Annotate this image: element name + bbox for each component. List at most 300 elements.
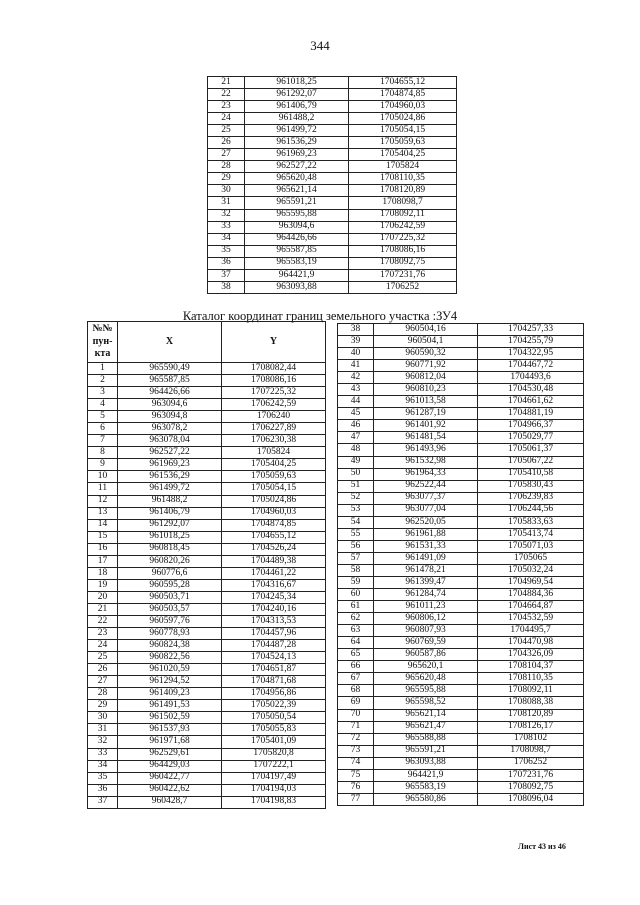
y-coordinate-cell: 1705054,15: [222, 483, 326, 495]
point-number-cell: 46: [338, 420, 374, 432]
table-row: [88, 399, 326, 411]
y-coordinate-cell: 1705024,86: [222, 495, 326, 507]
y-coordinate-cell: 1704956,86: [222, 688, 326, 700]
y-coordinate-cell: 1704524,13: [222, 652, 326, 664]
x-coordinate-cell: 961401,92: [374, 420, 478, 432]
x-coordinate-cell: 961537,93: [118, 724, 222, 736]
y-coordinate-cell: 1704322,95: [478, 348, 584, 360]
point-number-cell: 58: [338, 564, 374, 576]
table-row: [338, 540, 584, 552]
x-coordinate-cell: 962527,22: [245, 161, 349, 173]
y-coordinate-cell: 1707222,1: [222, 760, 326, 772]
x-coordinate-cell: 961011,23: [374, 601, 478, 613]
right-coordinates-table: [337, 323, 584, 806]
table-row: [88, 652, 326, 664]
x-coordinate-cell: 961478,21: [374, 564, 478, 576]
top-table-body: [208, 77, 457, 294]
y-coordinate-cell: 1704197,49: [222, 772, 326, 784]
table-row: [88, 712, 326, 724]
x-coordinate-cell: 960822,56: [118, 652, 222, 664]
table-row: [208, 173, 457, 185]
x-coordinate-cell: 963093,88: [245, 281, 349, 293]
y-coordinate-cell: 1708110,35: [478, 673, 584, 685]
x-coordinate-cell: 961961,88: [374, 528, 478, 540]
point-number-cell: 21: [88, 603, 118, 615]
y-coordinate-cell: 1706252: [349, 281, 457, 293]
x-coordinate-cell: 965620,48: [374, 673, 478, 685]
point-number-cell: 38: [338, 324, 374, 336]
x-coordinate-cell: 961536,29: [245, 137, 349, 149]
x-coordinate-cell: 960422,62: [118, 784, 222, 796]
x-coordinate-cell: 965587,85: [118, 375, 222, 387]
y-coordinate-cell: 1704245,34: [222, 591, 326, 603]
point-number-cell: 37: [88, 796, 118, 808]
x-coordinate-cell: 965591,21: [374, 745, 478, 757]
point-number-cell: 33: [208, 221, 245, 233]
y-coordinate-cell: 1706240: [222, 411, 326, 423]
table-row: [88, 459, 326, 471]
y-coordinate-cell: 1704530,48: [478, 384, 584, 396]
x-coordinate-cell: 960595,28: [118, 579, 222, 591]
x-coordinate-cell: 965588,88: [374, 733, 478, 745]
y-coordinate-cell: 1708120,89: [478, 709, 584, 721]
table-row: [88, 676, 326, 688]
table-row: [338, 589, 584, 601]
x-coordinate-cell: 965583,19: [374, 781, 478, 793]
point-number-cell: 22: [208, 89, 245, 101]
point-number-cell: 45: [338, 408, 374, 420]
table-row: [88, 447, 326, 459]
table-row: [88, 423, 326, 435]
y-coordinate-cell: 1706244,56: [478, 504, 584, 516]
point-number-cell: 66: [338, 661, 374, 673]
point-number-cell: 71: [338, 721, 374, 733]
table-row: [208, 137, 457, 149]
x-coordinate-cell: 965580,86: [374, 793, 478, 805]
x-coordinate-cell: 965598,52: [374, 697, 478, 709]
point-number-cell: 64: [338, 637, 374, 649]
table-row: [338, 781, 584, 793]
x-coordinate-cell: 965591,21: [245, 197, 349, 209]
table-row: [88, 579, 326, 591]
table-row: [338, 661, 584, 673]
x-coordinate-cell: 963078,04: [118, 435, 222, 447]
x-coordinate-cell: 961292,07: [118, 519, 222, 531]
table-row: [208, 269, 457, 281]
x-coordinate-cell: 961488,2: [118, 495, 222, 507]
y-coordinate-cell: 1705830,43: [478, 480, 584, 492]
x-coordinate-cell: 964421,9: [245, 269, 349, 281]
point-number-cell: 55: [338, 528, 374, 540]
y-coordinate-cell: 1708110,35: [349, 173, 457, 185]
table-row: [338, 793, 584, 805]
y-coordinate-cell: 1705413,74: [478, 528, 584, 540]
x-coordinate-cell: 960812,04: [374, 372, 478, 384]
table-row: [88, 796, 326, 808]
y-coordinate-cell: 1704874,85: [222, 519, 326, 531]
table-row: [88, 688, 326, 700]
y-coordinate-cell: 1704871,68: [222, 676, 326, 688]
point-number-cell: 57: [338, 552, 374, 564]
point-number-cell: 43: [338, 384, 374, 396]
table-row: [208, 89, 457, 101]
y-coordinate-cell: 1708086,16: [349, 245, 457, 257]
header-x: X: [118, 322, 222, 363]
x-coordinate-cell: 965620,48: [245, 173, 349, 185]
point-number-cell: 49: [338, 456, 374, 468]
point-number-cell: 35: [208, 245, 245, 257]
table-row: [208, 281, 457, 293]
table-row: [338, 745, 584, 757]
point-number-cell: 51: [338, 480, 374, 492]
y-coordinate-cell: 1708098,7: [349, 197, 457, 209]
point-number-cell: 73: [338, 745, 374, 757]
point-number-cell: 7: [88, 435, 118, 447]
x-coordinate-cell: 961018,25: [118, 531, 222, 543]
table-row: [208, 185, 457, 197]
header-point-number: [88, 322, 118, 363]
point-number-cell: 67: [338, 673, 374, 685]
y-coordinate-cell: 1705059,63: [222, 471, 326, 483]
point-number-cell: 30: [208, 185, 245, 197]
point-number-cell: 69: [338, 697, 374, 709]
point-number-cell: 17: [88, 555, 118, 567]
point-number-cell: 53: [338, 504, 374, 516]
point-number-cell: 2: [88, 375, 118, 387]
x-coordinate-cell: 961964,33: [374, 468, 478, 480]
table-row: [208, 209, 457, 221]
point-number-cell: 18: [88, 567, 118, 579]
table-row: [208, 221, 457, 233]
y-coordinate-cell: 1704969,54: [478, 576, 584, 588]
x-coordinate-cell: 964421,9: [374, 769, 478, 781]
table-row: [338, 516, 584, 528]
y-coordinate-cell: 1704966,37: [478, 420, 584, 432]
x-coordinate-cell: 961481,54: [374, 432, 478, 444]
x-coordinate-cell: 964426,66: [118, 387, 222, 399]
point-number-cell: 75: [338, 769, 374, 781]
y-coordinate-cell: 1707231,76: [478, 769, 584, 781]
table-row: [338, 721, 584, 733]
x-coordinate-cell: 961013,58: [374, 396, 478, 408]
x-coordinate-cell: 960810,23: [374, 384, 478, 396]
y-coordinate-cell: 1708104,37: [478, 661, 584, 673]
table-row: [88, 471, 326, 483]
point-number-cell: 60: [338, 589, 374, 601]
y-coordinate-cell: 1705022,39: [222, 700, 326, 712]
x-coordinate-cell: 965620,1: [374, 661, 478, 673]
y-coordinate-cell: 1705820,8: [222, 748, 326, 760]
point-number-cell: 16: [88, 543, 118, 555]
y-coordinate-cell: 1708096,04: [478, 793, 584, 805]
y-coordinate-cell: 1705032,24: [478, 564, 584, 576]
point-number-cell: 27: [208, 149, 245, 161]
point-number-cell: 42: [338, 372, 374, 384]
table-row: [88, 591, 326, 603]
y-coordinate-cell: 1704470,98: [478, 637, 584, 649]
y-coordinate-cell: 1708088,38: [478, 697, 584, 709]
x-coordinate-cell: 960503,57: [118, 603, 222, 615]
table-row: [338, 649, 584, 661]
table-row: [338, 480, 584, 492]
table-row: [208, 245, 457, 257]
y-coordinate-cell: 1704881,19: [478, 408, 584, 420]
x-coordinate-cell: 960807,93: [374, 625, 478, 637]
table-row: [338, 685, 584, 697]
point-number-cell: 37: [208, 269, 245, 281]
table-row: [88, 664, 326, 676]
x-coordinate-cell: 961294,52: [118, 676, 222, 688]
table-row: [88, 640, 326, 652]
y-coordinate-cell: 1708120,89: [349, 185, 457, 197]
table-row: [338, 613, 584, 625]
x-coordinate-cell: 961406,79: [118, 507, 222, 519]
point-number-cell: 21: [208, 77, 245, 89]
point-number-cell: 23: [88, 628, 118, 640]
x-coordinate-cell: 965583,19: [245, 257, 349, 269]
point-number-cell: 23: [208, 101, 245, 113]
table-row: [208, 113, 457, 125]
y-coordinate-cell: 1704198,83: [222, 796, 326, 808]
point-number-cell: 34: [88, 760, 118, 772]
table-row: [338, 420, 584, 432]
table-row: [338, 673, 584, 685]
x-coordinate-cell: 960597,76: [118, 615, 222, 627]
table-row: [338, 492, 584, 504]
point-number-cell: 77: [338, 793, 374, 805]
x-coordinate-cell: 960806,12: [374, 613, 478, 625]
x-coordinate-cell: 965590,49: [118, 363, 222, 375]
x-coordinate-cell: 964426,66: [245, 233, 349, 245]
y-coordinate-cell: 1708092,11: [478, 685, 584, 697]
y-coordinate-cell: 1705824: [222, 447, 326, 459]
y-coordinate-cell: 1705054,15: [349, 125, 457, 137]
x-coordinate-cell: 962527,22: [118, 447, 222, 459]
point-number-cell: 29: [88, 700, 118, 712]
point-number-cell: 4: [88, 399, 118, 411]
y-coordinate-cell: 1704526,24: [222, 543, 326, 555]
table-row: [88, 615, 326, 627]
y-coordinate-cell: 1705404,25: [222, 459, 326, 471]
point-number-cell: 59: [338, 576, 374, 588]
table-row: [88, 507, 326, 519]
x-coordinate-cell: 961969,23: [118, 459, 222, 471]
x-coordinate-cell: 963094,8: [118, 411, 222, 423]
y-coordinate-cell: 1705410,58: [478, 468, 584, 480]
x-coordinate-cell: 961018,25: [245, 77, 349, 89]
point-number-cell: 41: [338, 360, 374, 372]
y-coordinate-cell: 1708092,75: [349, 257, 457, 269]
point-number-cell: 31: [208, 197, 245, 209]
catalog-title: Каталог координат границ земельного участка :ЗУ4: [182, 309, 458, 323]
y-coordinate-cell: 1704487,28: [222, 640, 326, 652]
y-coordinate-cell: 1704194,03: [222, 784, 326, 796]
point-number-cell: 9: [88, 459, 118, 471]
y-coordinate-cell: 1704489,38: [222, 555, 326, 567]
table-row: [208, 125, 457, 137]
table-row: [88, 411, 326, 423]
point-number-cell: 24: [88, 640, 118, 652]
y-coordinate-cell: 1705061,37: [478, 444, 584, 456]
y-coordinate-cell: 1704313,53: [222, 615, 326, 627]
point-number-cell: 61: [338, 601, 374, 613]
table-row: [88, 748, 326, 760]
x-coordinate-cell: 960769,59: [374, 637, 478, 649]
x-coordinate-cell: 961491,53: [118, 700, 222, 712]
x-coordinate-cell: 963077,04: [374, 504, 478, 516]
x-coordinate-cell: 960428,7: [118, 796, 222, 808]
point-number-cell: 26: [88, 664, 118, 676]
table-row: [208, 77, 457, 89]
point-number-cell: 32: [88, 736, 118, 748]
point-number-cell: 30: [88, 712, 118, 724]
point-number-cell: 35: [88, 772, 118, 784]
point-number-cell: 6: [88, 423, 118, 435]
x-coordinate-cell: 960587,86: [374, 649, 478, 661]
table-row: [338, 564, 584, 576]
header-y: Y: [222, 322, 326, 363]
point-number-cell: 47: [338, 432, 374, 444]
point-number-cell: 38: [208, 281, 245, 293]
point-number-cell: 40: [338, 348, 374, 360]
header-point-number-label: №№ пун- кта: [92, 323, 113, 360]
x-coordinate-cell: 965621,14: [374, 709, 478, 721]
x-coordinate-cell: 961499,72: [118, 483, 222, 495]
y-coordinate-cell: 1704874,85: [349, 89, 457, 101]
table-row: [338, 504, 584, 516]
y-coordinate-cell: 1708126,17: [478, 721, 584, 733]
point-number-cell: 56: [338, 540, 374, 552]
x-coordinate-cell: 965621,47: [374, 721, 478, 733]
table-row: [338, 396, 584, 408]
x-coordinate-cell: 961399,47: [374, 576, 478, 588]
point-number-cell: 76: [338, 781, 374, 793]
x-coordinate-cell: 962520,05: [374, 516, 478, 528]
x-coordinate-cell: 965621,14: [245, 185, 349, 197]
point-number-cell: 33: [88, 748, 118, 760]
table-row: [208, 197, 457, 209]
table-row: [88, 772, 326, 784]
x-coordinate-cell: 965595,88: [245, 209, 349, 221]
point-number-cell: 28: [88, 688, 118, 700]
y-coordinate-cell: 1704461,22: [222, 567, 326, 579]
table-row: [338, 348, 584, 360]
y-coordinate-cell: 1704532,59: [478, 613, 584, 625]
x-coordinate-cell: 963094,6: [245, 221, 349, 233]
x-coordinate-cell: 960504,16: [374, 324, 478, 336]
table-row: [338, 372, 584, 384]
x-coordinate-cell: 961406,79: [245, 101, 349, 113]
point-number-cell: 12: [88, 495, 118, 507]
point-number-cell: 36: [208, 257, 245, 269]
point-number-cell: 3: [88, 387, 118, 399]
x-coordinate-cell: 961971,68: [118, 736, 222, 748]
x-coordinate-cell: 960776,6: [118, 567, 222, 579]
y-coordinate-cell: 1705833,63: [478, 516, 584, 528]
table-row: [338, 769, 584, 781]
point-number-cell: 62: [338, 613, 374, 625]
table-row: [338, 625, 584, 637]
y-coordinate-cell: 1707225,32: [349, 233, 457, 245]
point-number-cell: 27: [88, 676, 118, 688]
y-coordinate-cell: 1706242,59: [222, 399, 326, 411]
y-coordinate-cell: 1704661,62: [478, 396, 584, 408]
table-row: [88, 363, 326, 375]
x-coordinate-cell: 961284,74: [374, 589, 478, 601]
y-coordinate-cell: 1705029,77: [478, 432, 584, 444]
x-coordinate-cell: 960504,1: [374, 336, 478, 348]
x-coordinate-cell: 961020,59: [118, 664, 222, 676]
point-number-cell: 25: [88, 652, 118, 664]
y-coordinate-cell: 1704326,09: [478, 649, 584, 661]
point-number-cell: 25: [208, 125, 245, 137]
x-coordinate-cell: 961499,72: [245, 125, 349, 137]
point-number-cell: 22: [88, 615, 118, 627]
table-row: [88, 700, 326, 712]
table-row: [338, 432, 584, 444]
point-number-cell: 5: [88, 411, 118, 423]
y-coordinate-cell: 1708102: [478, 733, 584, 745]
table-row: [88, 519, 326, 531]
y-coordinate-cell: 1706227,89: [222, 423, 326, 435]
y-coordinate-cell: 1705055,83: [222, 724, 326, 736]
point-number-cell: 11: [88, 483, 118, 495]
point-number-cell: 28: [208, 161, 245, 173]
y-coordinate-cell: 1706230,38: [222, 435, 326, 447]
x-coordinate-cell: 961536,29: [118, 471, 222, 483]
table-row: [88, 531, 326, 543]
table-row: [338, 733, 584, 745]
x-coordinate-cell: 963094,6: [118, 399, 222, 411]
table-row: [338, 384, 584, 396]
point-number-cell: 20: [88, 591, 118, 603]
y-coordinate-cell: 1704884,36: [478, 589, 584, 601]
table-row: [338, 601, 584, 613]
table-row: [338, 552, 584, 564]
x-coordinate-cell: 961292,07: [245, 89, 349, 101]
x-coordinate-cell: 960590,32: [374, 348, 478, 360]
table-row: [88, 736, 326, 748]
x-coordinate-cell: 965595,88: [374, 685, 478, 697]
table-row: [338, 408, 584, 420]
y-coordinate-cell: 1708086,16: [222, 375, 326, 387]
x-coordinate-cell: 961969,23: [245, 149, 349, 161]
y-coordinate-cell: 1705050,54: [222, 712, 326, 724]
table-row: [338, 456, 584, 468]
x-coordinate-cell: 961493,96: [374, 444, 478, 456]
table-row: [88, 495, 326, 507]
top-coordinates-table: [207, 76, 457, 294]
table-row: [338, 324, 584, 336]
table-row: [88, 724, 326, 736]
x-coordinate-cell: 960820,26: [118, 555, 222, 567]
y-coordinate-cell: 1708082,44: [222, 363, 326, 375]
table-row: [88, 760, 326, 772]
table-row: [208, 161, 457, 173]
x-coordinate-cell: 962522,44: [374, 480, 478, 492]
x-coordinate-cell: 960503,71: [118, 591, 222, 603]
x-coordinate-cell: 960818,45: [118, 543, 222, 555]
table-row: [88, 387, 326, 399]
table-row: [88, 435, 326, 447]
x-coordinate-cell: 962529,61: [118, 748, 222, 760]
x-coordinate-cell: 960771,92: [374, 360, 478, 372]
table-row: [208, 257, 457, 269]
y-coordinate-cell: 1705824: [349, 161, 457, 173]
table-row: [88, 555, 326, 567]
table-row: [338, 709, 584, 721]
point-number-cell: 32: [208, 209, 245, 221]
